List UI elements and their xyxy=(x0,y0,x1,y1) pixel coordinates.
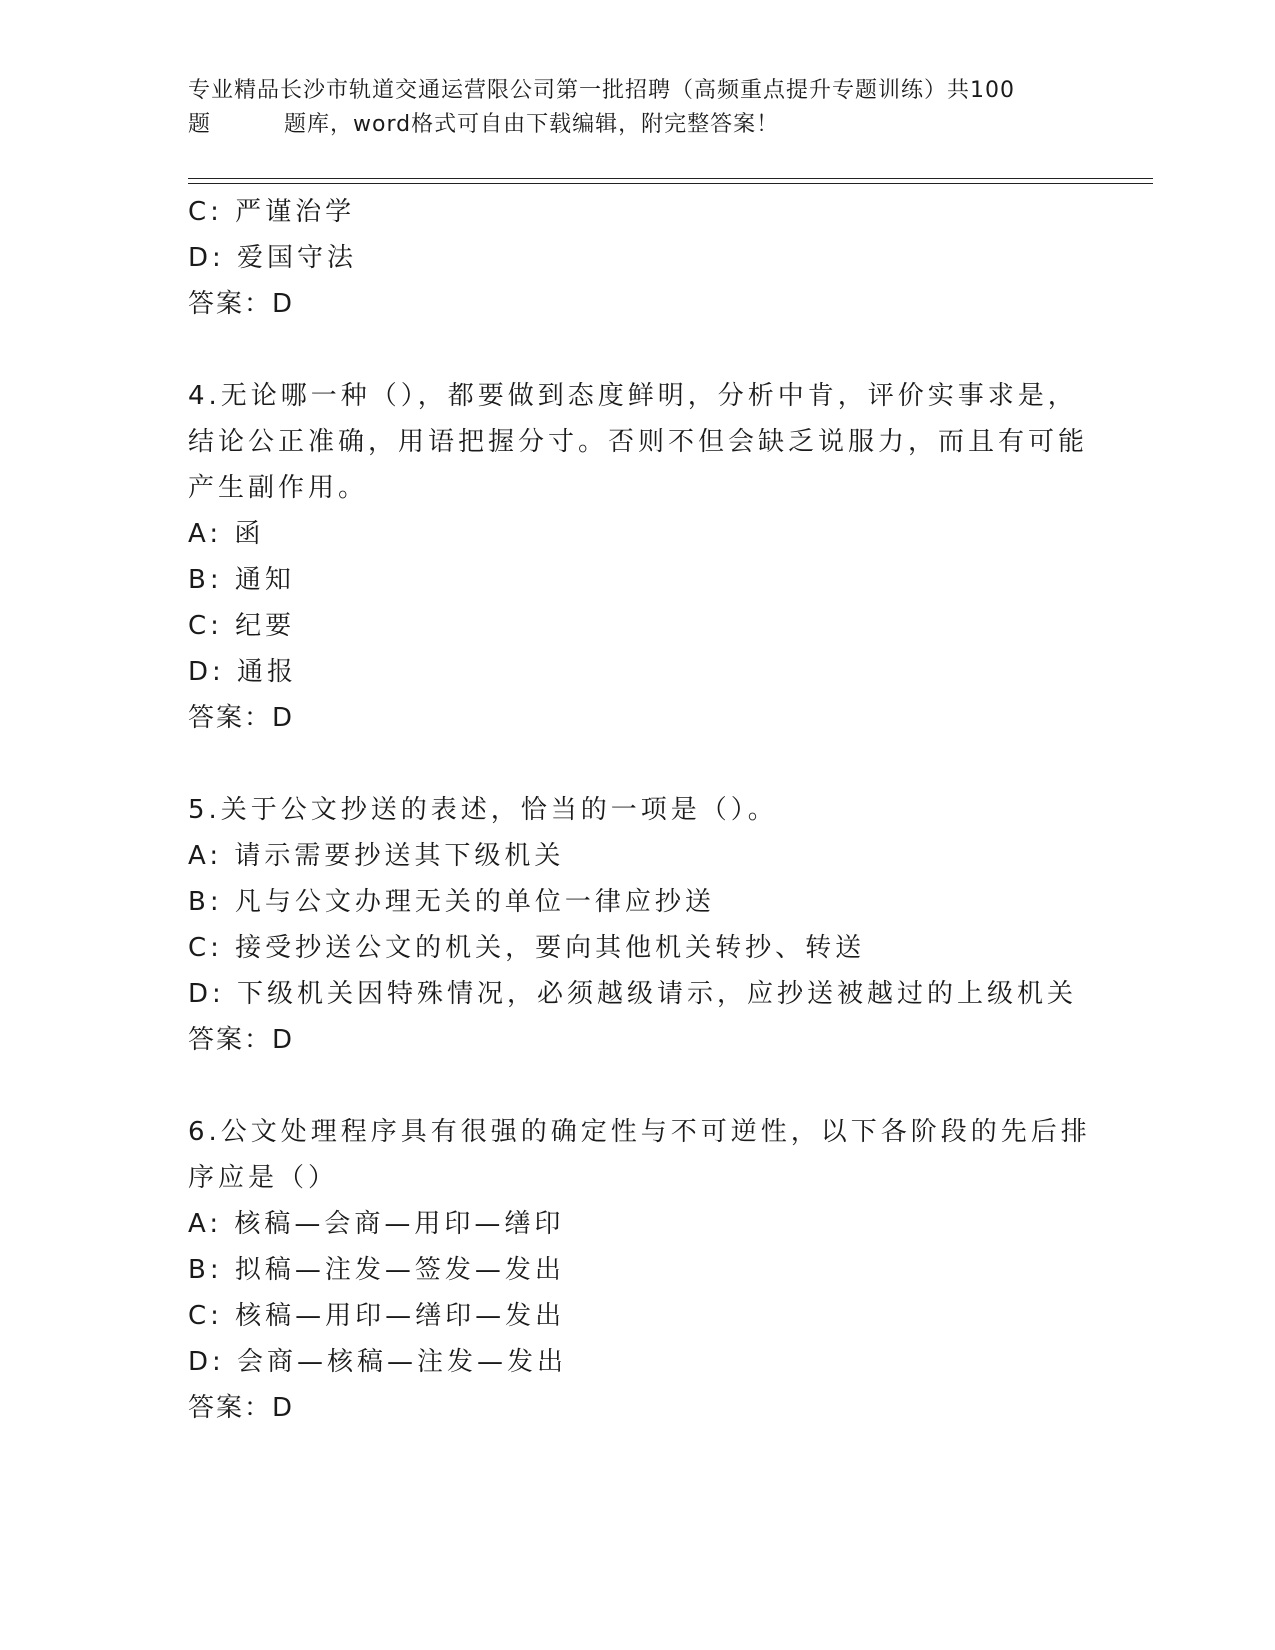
answer: 答案：D xyxy=(188,1393,295,1423)
option-c: C: 接受抄送公文的机关，要向其他机关转抄、转送 xyxy=(188,933,866,963)
question-list xyxy=(188,189,1091,1431)
header-line2-prefix: 题 xyxy=(188,112,212,137)
question-stem-line: 5.关于公文抄送的表述，恰当的一项是（）。 xyxy=(188,795,778,825)
header-divider-bottom xyxy=(188,183,1153,184)
question-6 xyxy=(188,1109,1091,1431)
option-b: B: 拟稿—注发—签发—发出 xyxy=(188,1255,565,1285)
question-stem-line: 4.无论哪一种（），都要做到态度鲜明，分析中肯，评价实事求是， xyxy=(188,381,1078,411)
question-stem-line: 结论公正准确，用语把握分寸。否则不但会缺乏说服力，而且有可能 xyxy=(188,427,1089,457)
question-4 xyxy=(188,373,1088,741)
question-stem-line: 序应是（） xyxy=(188,1163,339,1193)
option-c: C: 严谨治学 xyxy=(188,197,356,227)
header-line2-text: 题库，word格式可自由下载编辑，附完整答案！ xyxy=(284,112,780,137)
header-title-line1: 专业精品长沙市轨道交通运营限公司第一批招聘（高频重点提升专题训练）共100 xyxy=(188,78,1015,103)
question-stem-line: 6.公文处理程序具有很强的确定性与不可逆性，以下各阶段的先后排 xyxy=(188,1117,1091,1147)
header-divider-top xyxy=(188,178,1153,179)
option-a: A: 函 xyxy=(188,519,265,549)
answer: 答案：D xyxy=(188,703,295,733)
answer: 答案：D xyxy=(188,289,295,319)
option-d: D: 爱国守法 xyxy=(188,243,358,273)
option-d: D: 通报 xyxy=(188,657,298,687)
spacer xyxy=(188,741,1088,787)
answer: 答案：D xyxy=(188,1025,295,1055)
option-c: C: 纪要 xyxy=(188,611,296,641)
header-title-line2 xyxy=(188,108,1088,142)
option-c: C: 核稿—用印—缮印—发出 xyxy=(188,1301,566,1331)
option-d: D: 下级机关因特殊情况，必须越级请示，应抄送被越过的上级机关 xyxy=(188,979,1078,1009)
page-header xyxy=(188,74,1088,142)
option-b: B: 通知 xyxy=(188,565,295,595)
option-a: A: 核稿—会商—用印—缮印 xyxy=(188,1209,565,1239)
question-3-tail xyxy=(188,189,1088,327)
option-a: A: 请示需要抄送其下级机关 xyxy=(188,841,565,871)
question-stem-line: 产生副作用。 xyxy=(188,473,369,503)
option-b: B: 凡与公文办理无关的单位一律应抄送 xyxy=(188,887,715,917)
option-d: D: 会商—核稿—注发—发出 xyxy=(188,1347,568,1377)
question-5 xyxy=(188,787,1088,1063)
spacer xyxy=(188,1063,1088,1109)
spacer xyxy=(188,327,1088,373)
